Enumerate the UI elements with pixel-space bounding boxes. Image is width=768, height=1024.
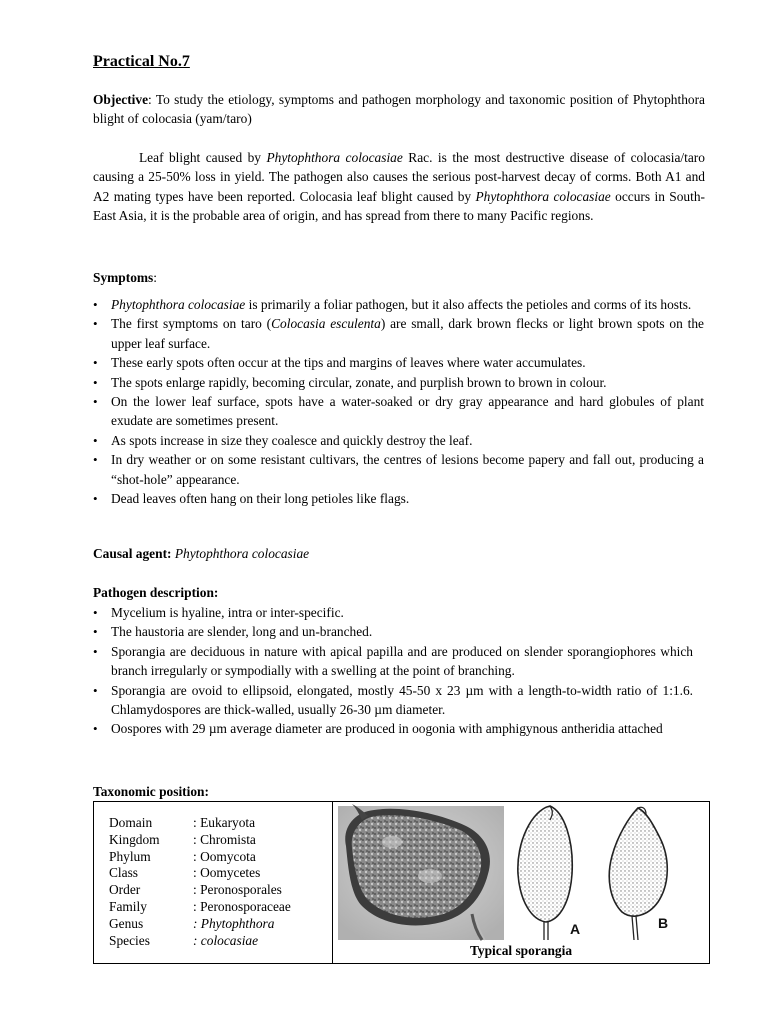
item-italic: Colocasia esculenta <box>271 316 381 332</box>
list-item <box>93 392 704 431</box>
value-cell: : Oomycetes <box>193 865 261 881</box>
item-text: is primarily a foliar pathogen, but it also affects the petioles and corms of its hosts. <box>245 297 692 312</box>
taxonomy-table-cell <box>94 802 333 963</box>
list-item: • Mycelium is hyaline, intra or inter-specific. <box>93 603 693 622</box>
causal-agent-value: Phytophthora colocasiae <box>174 546 310 561</box>
taxonomy-heading <box>93 782 705 801</box>
pathogen-heading <box>93 583 705 602</box>
rank-cell: Family <box>109 898 147 914</box>
symptoms-list <box>93 295 704 508</box>
table-row <box>109 899 291 916</box>
rank-cell: Species <box>109 932 150 948</box>
item-text: On the lower leaf surface, spots have a water-soaked or dry gray appearance and hard globules of plant exudate are sometimes present. <box>111 394 704 429</box>
intro-italic-1: Phytophthora colocasiae <box>266 150 403 165</box>
list-item <box>93 450 704 489</box>
rank-cell: Genus <box>109 915 144 931</box>
rank-cell: Class <box>109 865 139 881</box>
value-cell: : Chromista <box>193 831 256 847</box>
rank-cell: Order <box>109 882 141 898</box>
symptoms-heading-text: Symptoms <box>93 270 154 285</box>
sporangium-drawing-b <box>609 807 668 940</box>
value-cell: : Peronosporaceae <box>193 898 291 914</box>
intro-text-2: Rac. is the most destructive disease of colocasia/taro causing a 25-50% loss in yield. The pathogen also causes the serious post-harvest decay of corms. Both A1 and A2 mating types have been reported. Colocasia leaf blight caused by <box>93 150 705 204</box>
list-item: • Oospores with 29 µm average diameter are produced in oogonia with amphigynous antheridia attached <box>93 719 693 738</box>
drawing-a-label: A <box>570 921 581 937</box>
item-text: Dead leaves often hang on their long petioles like flags. <box>111 491 410 507</box>
list-item <box>93 314 704 353</box>
taxonomy-box <box>93 801 710 964</box>
intro-text-3: occurs in South-East Asia, it is the probable area of origin, and has spread from there to many Pacific regions. <box>93 188 705 224</box>
item-text: These early spots often occur at the tips and margins of leaves where water accumulates. <box>111 355 586 371</box>
list-item <box>93 489 704 508</box>
causal-agent-label: Causal agent: <box>93 546 172 561</box>
list-item <box>93 373 704 392</box>
value-cell: : Eukaryota <box>193 815 256 830</box>
item-text: The spots enlarge rapidly, becoming circular, zonate, and purplish brown to brown in colour. <box>111 374 607 390</box>
objective-label: Objective <box>93 92 149 107</box>
table-row <box>109 882 291 899</box>
list-item <box>93 295 704 314</box>
item-text: In dry weather or on some resistant cultivars, the centres of lesions become papery and fall out, producing a “shot-hole” appearance. <box>111 452 704 487</box>
value-cell: : Oomycota <box>193 848 256 864</box>
list-item <box>93 353 704 372</box>
micrograph-photo <box>338 804 504 940</box>
value-cell: : Phytophthora <box>193 915 275 931</box>
rank-cell: Kingdom <box>109 831 160 847</box>
table-row <box>109 815 291 832</box>
figure-caption: Typical sporangia <box>469 943 573 958</box>
page-title: Practical No.7 <box>93 53 190 70</box>
causal-agent <box>93 544 705 563</box>
intro-italic-2: Phytophthora colocasiae <box>475 188 611 204</box>
value-cell: : Peronosporales <box>193 882 282 898</box>
intro-paragraph <box>93 148 705 226</box>
pathogen-heading-text: Pathogen description: <box>93 585 219 600</box>
drawing-b-label: B <box>658 915 669 931</box>
item-italic: Phytophthora colocasiae <box>111 297 246 312</box>
objective-paragraph <box>93 90 705 129</box>
pathogen-list <box>93 603 693 739</box>
objective-text: : To study the etiology, symptoms and pathogen morphology and taxonomic position of Phytophthora blight of colocasia (yam/taro) <box>93 92 705 127</box>
table-row <box>109 832 291 849</box>
table-row <box>109 916 291 933</box>
symptoms-heading <box>93 268 705 287</box>
table-row <box>109 849 291 866</box>
table-row <box>109 865 291 882</box>
sporangia-figure <box>332 802 710 963</box>
sporangia-illustration <box>332 802 710 963</box>
table-row <box>109 933 291 950</box>
taxonomy-table <box>109 815 291 949</box>
sporangium-drawing-a <box>518 806 580 940</box>
intro-text-1: Leaf blight caused by <box>139 150 267 165</box>
rank-cell: Phylum <box>109 848 151 864</box>
list-item: • Sporangia are ovoid to ellipsoid, elongated, mostly 45-50 x 23 µm with a length-to-width ratio of 1:1.6. Chlamydospores are thick-walled, usually 26-30 µm diameter. <box>93 681 693 720</box>
list-item <box>93 431 704 450</box>
rank-cell: Domain <box>109 815 153 830</box>
value-cell: : colocasiae <box>193 932 259 948</box>
item-pre: The first symptoms on taro ( <box>111 316 272 332</box>
symptoms-colon: : <box>153 270 157 285</box>
item-text: As spots increase in size they coalesce and quickly destroy the leaf. <box>111 432 473 448</box>
list-item: • The haustoria are slender, long and un-branched. <box>93 622 693 641</box>
taxonomy-heading-text: Taxonomic position: <box>93 784 209 799</box>
item-text: ) are small, dark brown flecks or light brown spots on the upper leaf surface. <box>111 316 704 351</box>
list-item: • Sporangia are deciduous in nature with apical papilla and are produced on slender sporangiophores which branch irregularly or sympodially with a swelling at the point of branching. <box>93 642 693 681</box>
